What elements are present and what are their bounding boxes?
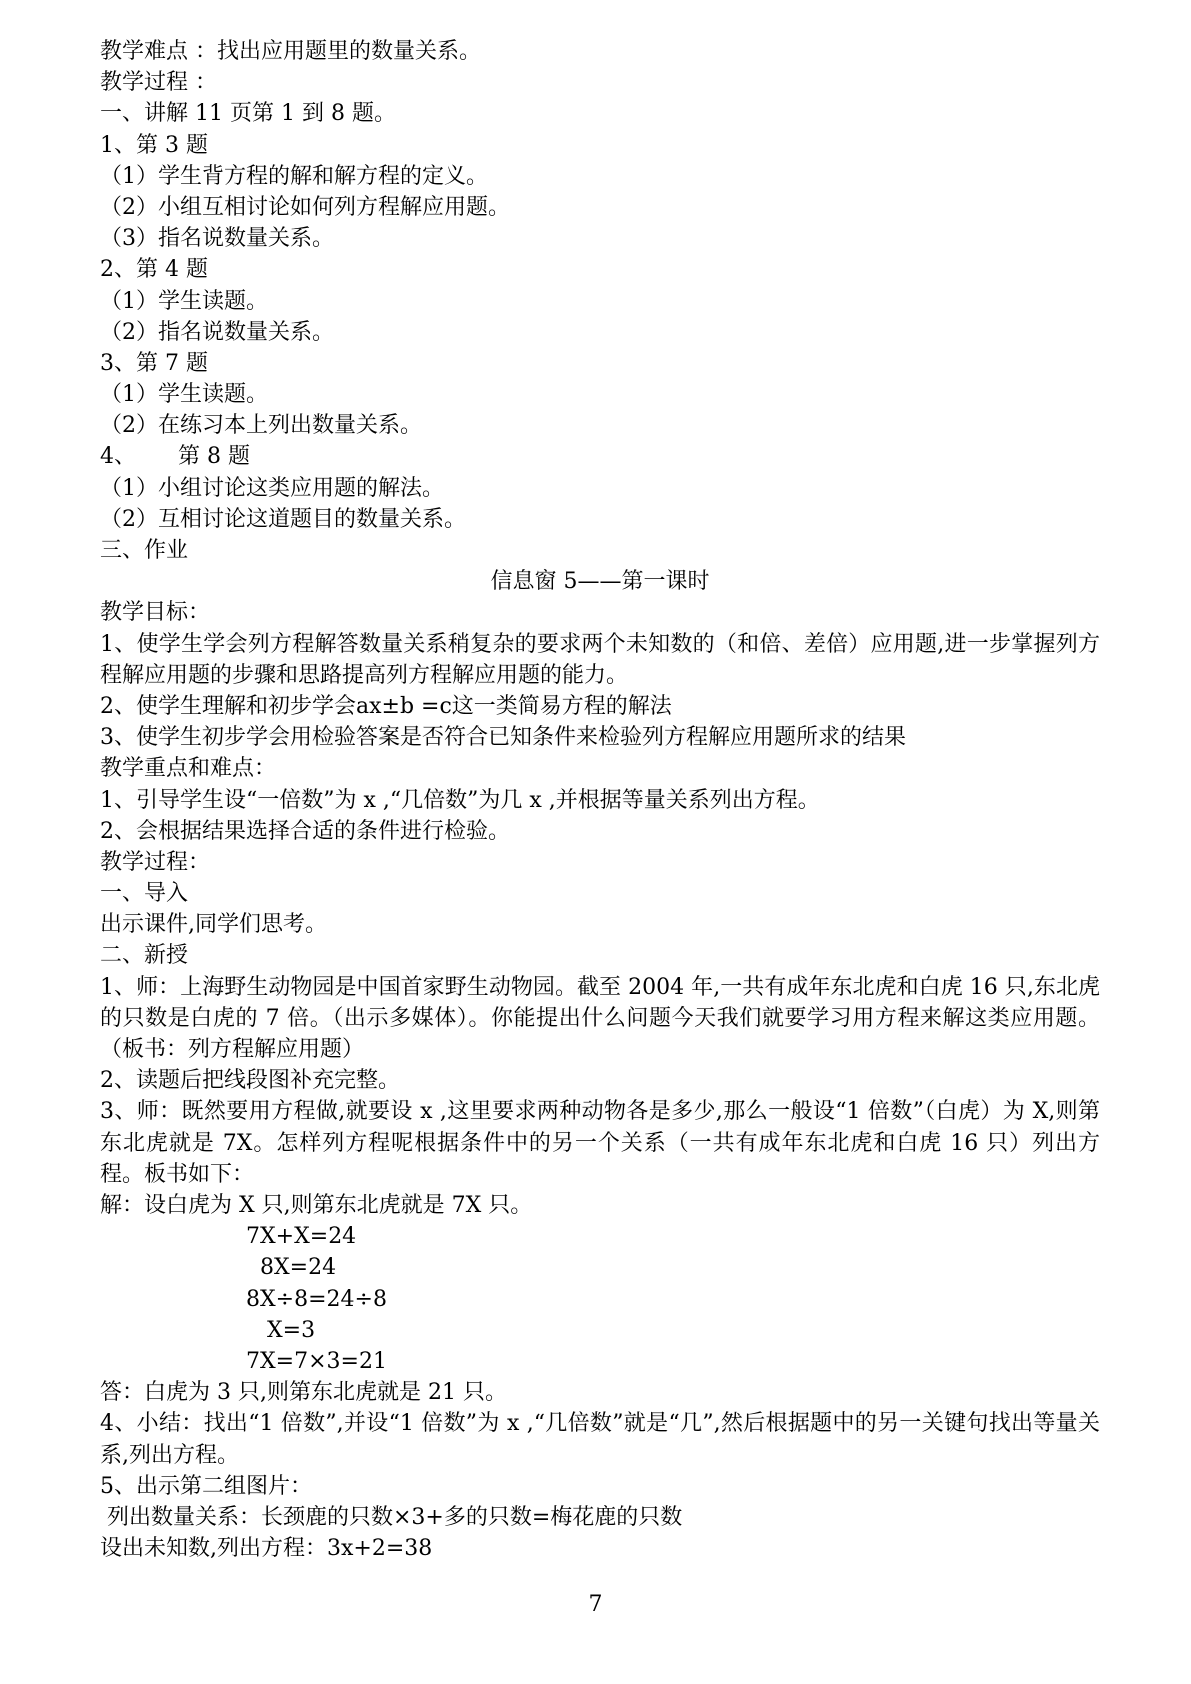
text-line: 教学过程： xyxy=(100,849,211,875)
text-line: （2）互相讨论这道题目的数量关系。 xyxy=(100,506,466,532)
text-line: 出示课件,同学们思考。 xyxy=(100,912,327,938)
text-line: 列出数量关系：长颈鹿的只数×3+多的只数=梅花鹿的只数 xyxy=(100,1504,683,1530)
text-line: （1）小组讨论这类应用题的解法。 xyxy=(100,475,444,501)
equation-line: 8X÷8=24÷8 xyxy=(246,1286,387,1312)
text-line: 1、引导学生设“一倍数”为 x ,“几倍数”为几 x ,并根据等量关系列出方程。 xyxy=(100,787,820,813)
text-line: 教学重点和难点： xyxy=(100,756,277,782)
text-line: 1、第 3 题 xyxy=(100,132,208,158)
text-line: 教学目标： xyxy=(100,600,211,626)
text-line: 教学过程 ： xyxy=(100,70,217,96)
equation-line: 8X=24 xyxy=(246,1255,337,1281)
text-line: （1）学生读题。 xyxy=(100,288,268,314)
text-line: 3、师：既然要用方程做,就要设 x ,这里要求两种动物各是多少,那么一般设“1 倍数”（白虎）为 X,则第东北虎就是 7X。怎样列方程呢根据条件中的另一个关系（一共有成年东北虎和白虎 16 只）列出方程。板书如下： xyxy=(100,1099,1100,1187)
text-line: （2）指名说数量关系。 xyxy=(100,319,334,345)
text-line: 教学难点 ：找出应用题里的数量关系。 xyxy=(100,39,481,64)
text-line: 解：设白虎为 X 只,则第东北虎就是 7X 只。 xyxy=(100,1193,533,1219)
section-title: 信息窗 5——第一课时 xyxy=(490,569,710,595)
text-line: 二、新授 xyxy=(100,943,189,969)
text-line: 1、师：上海野生动物园是中国首家野生动物园。截至 2004 年,一共有成年东北虎和白虎 16 只,东北虎的只数是白虎的 7 倍。（出示多媒体）。你能提出什么问题今天我们就要学习用方程来解这类应用题。（板书：列方程解应用题） xyxy=(100,974,1100,1063)
text-line: （2）小组互相讨论如何列方程解应用题。 xyxy=(100,194,510,220)
text-line: 2、读题后把线段图补充完整。 xyxy=(100,1068,400,1094)
text-line: 2、会根据结果选择合适的条件进行检验。 xyxy=(100,818,510,844)
text-line: 一、讲解 11 页第 1 到 8 题。 xyxy=(100,101,396,127)
text-line: 4、小结：找出“1 倍数”,并设“1 倍数”为 x ,“几倍数”就是“几”,然后根据题中的另一关键句找出等量关系,列出方程。 xyxy=(100,1411,1100,1468)
text-line: （1）学生背方程的解和解方程的定义。 xyxy=(100,163,488,189)
text-line: 3、使学生初步学会用检验答案是否符合已知条件来检验列方程解应用题所求的结果 xyxy=(100,725,906,751)
text-line: 答：白虎为 3 只,则第东北虎就是 21 只。 xyxy=(100,1380,507,1406)
equation-line: X=3 xyxy=(246,1317,316,1343)
text-line: （3）指名说数量关系。 xyxy=(100,226,334,252)
document-body xyxy=(100,36,1100,1564)
text-line: 3、第 7 题 xyxy=(100,350,208,376)
text-line: 设出未知数,列出方程：3x+2=38 xyxy=(100,1536,433,1562)
text-line: （2）在练习本上列出数量关系。 xyxy=(100,413,422,439)
text-line: 4、 第 8 题 xyxy=(100,444,250,470)
text-line: 一、导入 xyxy=(100,881,189,907)
page-number: 7 xyxy=(588,1592,603,1617)
text-line: 1、使学生学会列方程解答数量关系稍复杂的要求两个未知数的（和倍、差倍）应用题,进一步掌握列方程解应用题的步骤和思路提高列方程解应用题的能力。 xyxy=(100,631,1100,688)
text-line: 5、出示第二组图片： xyxy=(100,1473,312,1499)
text-line: 三、作业 xyxy=(100,538,189,563)
text-line: 2、使学生理解和初步学会ax±b =c这一类简易方程的解法 xyxy=(100,693,672,719)
equation-line: 7X+X=24 xyxy=(246,1224,357,1250)
equation-line: 7X=7×3=21 xyxy=(246,1349,387,1374)
text-line: 2、第 4 题 xyxy=(100,257,208,283)
text-line: （1）学生读题。 xyxy=(100,382,268,408)
